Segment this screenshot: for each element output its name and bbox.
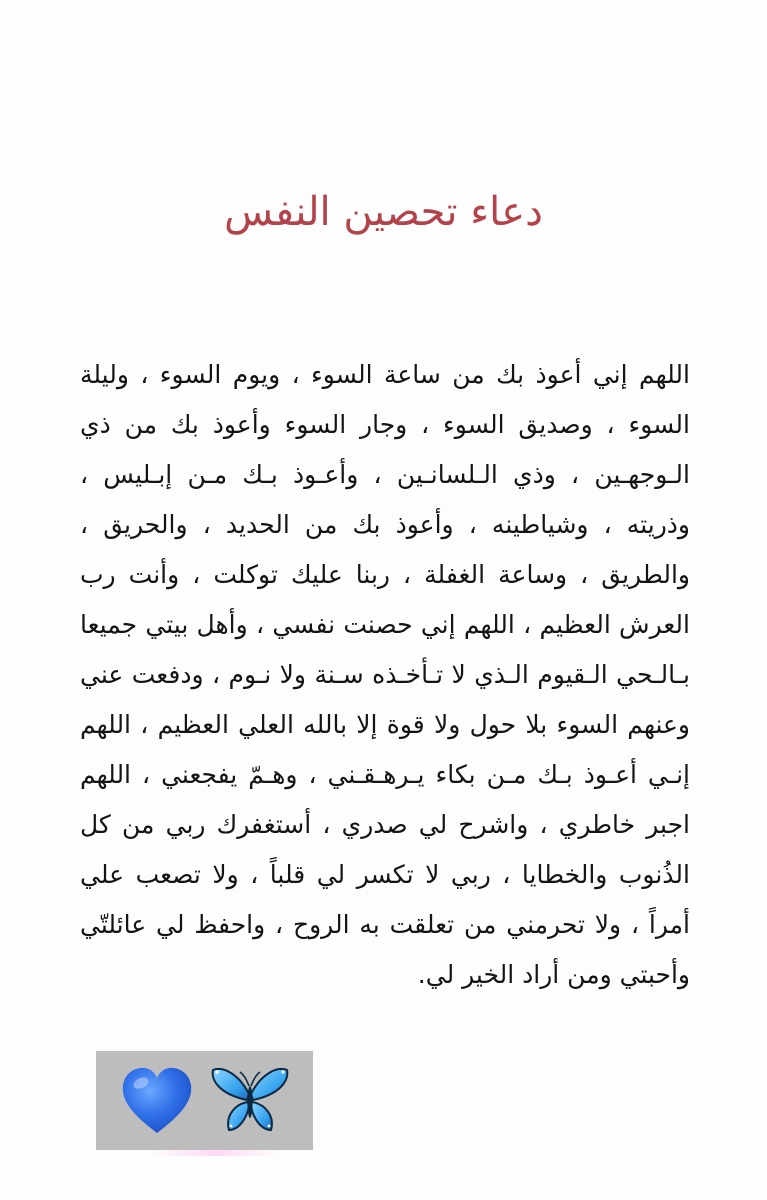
emoji-sticker[interactable] [96,1051,313,1150]
sticker-glow [150,1150,280,1156]
blue-heart-icon [119,1065,195,1137]
dua-text: اللهم إني أعوذ بك من ساعة السوء ، ويوم السوء ، وليلة السوء ، وصديق السوء ، وجار السوء وأعوذ بك من ذي الـوجهـين ، وذي الـلسانـين ، وأعـوذ بـك مـن إبـليس ، وذريته ، وشياطينه ، وأعوذ بك من الحديد ، والحريق ، والطريق ، وساعة الغفلة ، ربنا عليك توكلت ، وأنت رب العرش العظيم ، اللهم إني حصنت نفسي ، وأهل بيتي جميعا بـالـحي الـقيوم الـذي لا تـأخـذه سـنة ولا نـوم ، ودفعت عني وعنهم السوء بلا حول ولا قوة إلا بالله العلي العظيم ، اللهم إنـي أعـوذ بـك مـن بكاء يـرهـقـني ، وهـمّ يفجعني ، اللهم اجبر خاطري ، واشرح لي صدري ، أستغفرك ربي من كل الذُنوب والخطايا ، ربي لا تكسر لي قلباً ، ولا تصعب علي أمراً ، ولا تحرمني من تعلقت به الروح ، واحفظ لي عائلتّي وأحبتي ومن أراد الخير لي. [80,360,690,989]
page-title: دعاء تحصين النفس [224,189,543,235]
blue-butterfly-icon [209,1064,291,1138]
